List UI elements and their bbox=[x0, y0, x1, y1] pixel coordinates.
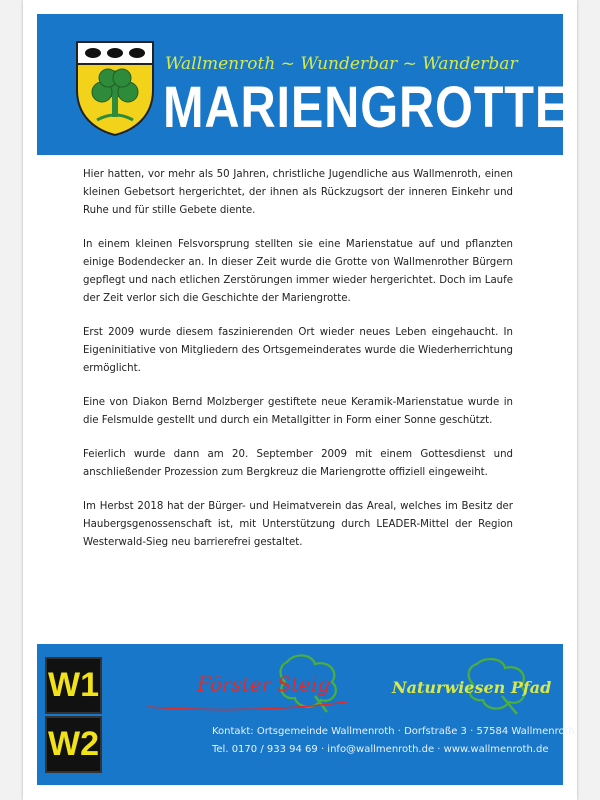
route-badge-w1: W1 bbox=[45, 657, 102, 714]
paragraph: In einem kleinen Felsvorsprung stellten sie eine Marienstatue auf und pflanzten einige Bodendecker an. In dieser Zeit wurde die Grotte von Wallmenrother Bürgern gepflegt und nach etlichen Zerstörungen immer wieder hergerichtet. Doch im Laufe der Zeit verlor sich die Geschichte der Mariengrotte. bbox=[83, 239, 513, 304]
paragraph: Feierlich wurde dann am 20. September 2009 mit einem Gottesdienst und anschließender Prozession zum Bergkreuz die Mariengrotte offiziell eingeweiht. bbox=[83, 449, 513, 478]
paragraph: Im Herbst 2018 hat der Bürger- und Heimatverein das Areal, welches im Besitz der Haubergsgenossenschaft ist, mit Unterstützung durch LEADER-Mittel der Region Westerwald-Sieg neu barrierefrei gestaltet. bbox=[83, 501, 513, 548]
info-sign bbox=[23, 0, 577, 800]
municipal-coat-of-arms-icon bbox=[75, 40, 155, 136]
trail-name-foerster-steig: Förster Steig bbox=[197, 672, 331, 696]
contact-phone-email-web: Tel. 0170 / 933 94 69 · info@wallmenroth.de · www.wallmenroth.de bbox=[212, 744, 549, 755]
tagline: Wallmenroth ~ Wunderbar ~ Wanderbar bbox=[165, 54, 518, 74]
trail-name-naturwiesen-pfad: Naturwiesen Pfad bbox=[392, 678, 552, 697]
paragraph: Hier hatten, vor mehr als 50 Jahren, christliche Jugendliche aus Wallmenroth, einen kleinen Gebetsort hergerichtet, der ihnen als Rückzugsort der inneren Einkehr und Ruhe und für stille Gebete diente. bbox=[83, 169, 513, 216]
paragraph: Erst 2009 wurde diesem faszinierenden Ort wieder neues Leben eingehaucht. In Eigeninitiative von Mitgliedern des Ortsgemeinderates wurde die Wiederherrichtung ermöglicht. bbox=[83, 327, 513, 374]
route-badge-w2: W2 bbox=[45, 716, 102, 773]
header-banner bbox=[37, 14, 569, 155]
footer-banner bbox=[37, 644, 575, 785]
paragraph: Eine von Diakon Bernd Molzberger gestiftete neue Keramik-Marienstatue wurde in die Felsmulde gestellt und durch ein Metallgitter in Form einer Sonne geschützt. bbox=[83, 397, 513, 426]
body-text bbox=[83, 166, 513, 568]
contact-address: Kontakt: Ortsgemeinde Wallmenroth · Dorfstraße 3 · 57584 Wallmenroth bbox=[212, 726, 575, 737]
page-title: MARIENGROTTE bbox=[163, 75, 569, 140]
